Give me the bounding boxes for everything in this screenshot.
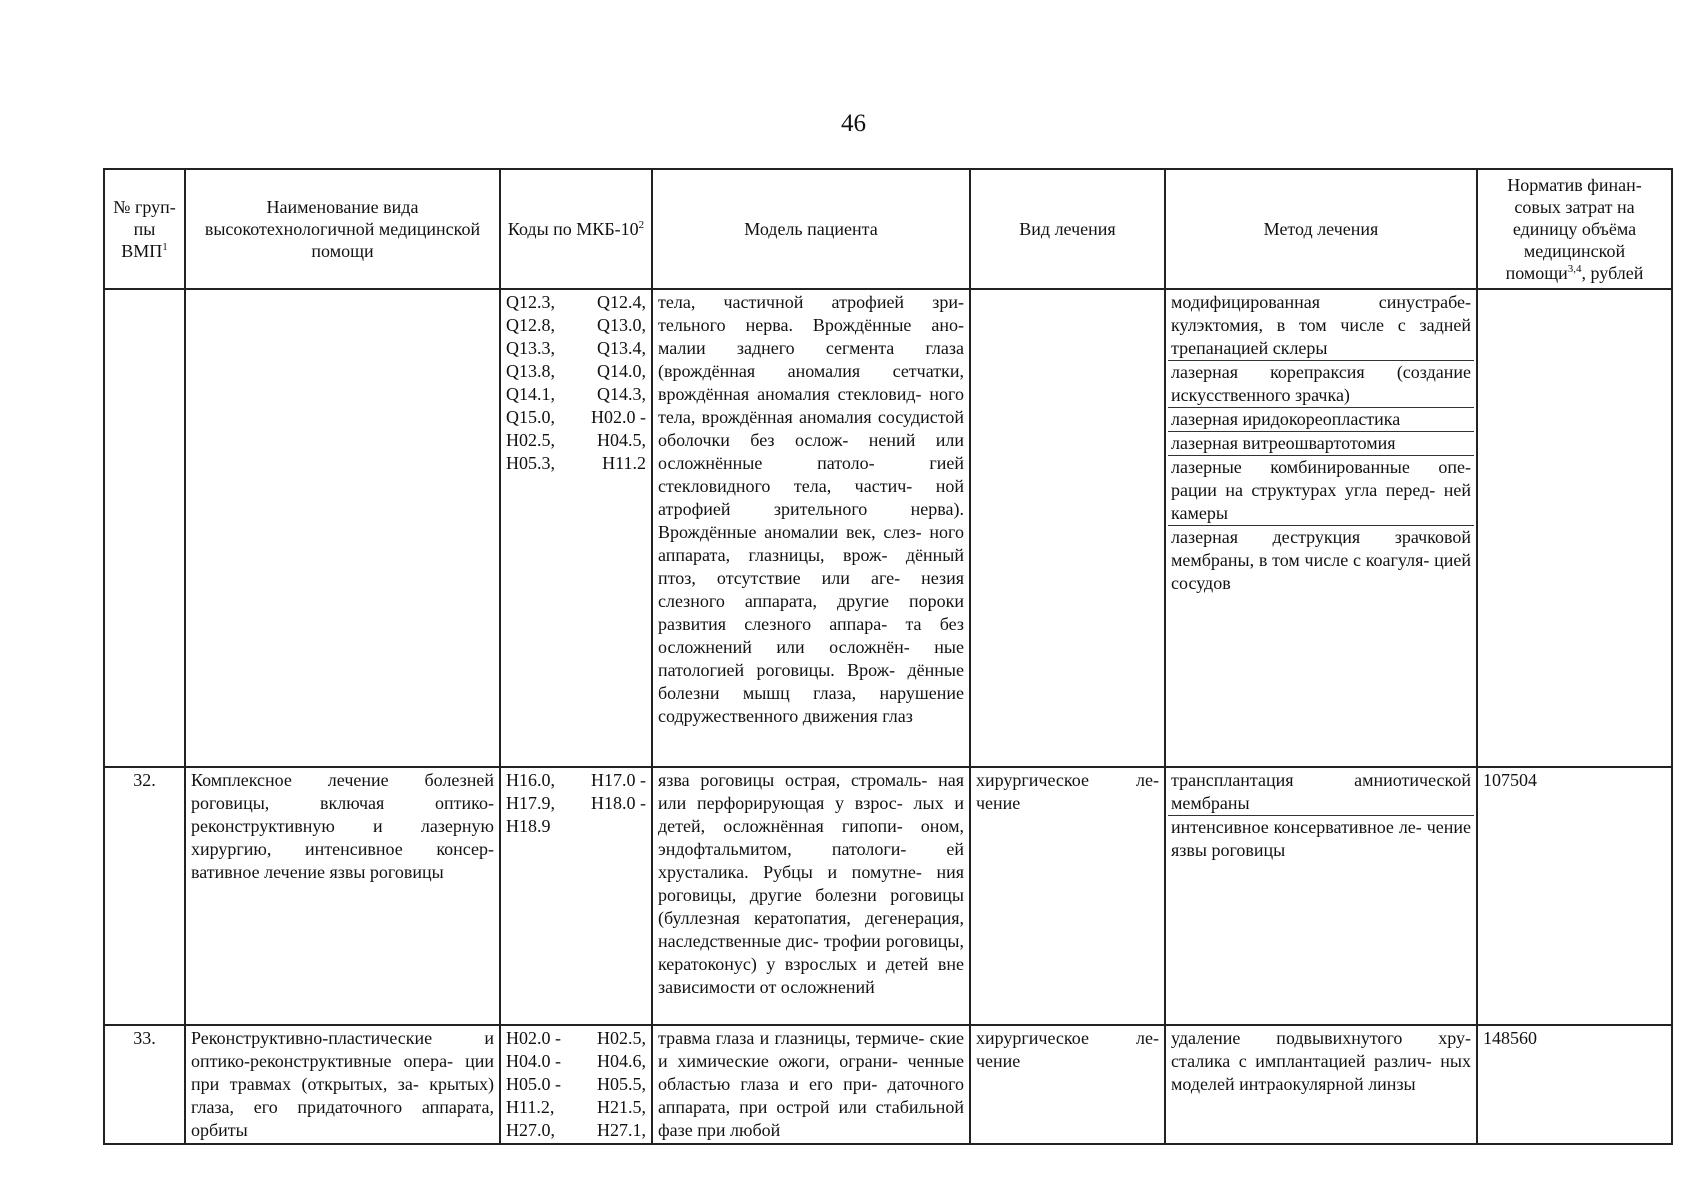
icd-code-line: H17.9, H18.0 - [506,793,646,813]
header-row [104,169,1672,289]
vmp-name [185,289,500,767]
treatment-methods [1165,1025,1477,1144]
table-row [104,289,1672,767]
vmp-name: Комплексное лечение болезней роговицы, включая оптико- реконструктивную и лазерную хирургию, интенсивное консер- вативное лечение язвы роговицы [185,767,500,1025]
icd-code-line: Q15.0, H02.0 - [506,407,646,427]
method-item: лазерная корепраксия (создание искусственного зрачка) [1168,361,1474,408]
treatment-methods [1165,767,1477,1025]
method-item: удаление подвывихнутого хру- сталика с имплантацией различ- ных моделей интраокулярной линзы [1171,1028,1471,1094]
method-item: лазерная иридокореопластика [1168,408,1474,432]
icd-code-line: H18.9 [506,816,551,836]
row-number [104,289,185,767]
method-item: модифицированная синустрабе- кулэктомия, в том числе с задней трепанацией склеры [1168,291,1474,361]
cost-norm [1477,289,1672,767]
icd-code-line: H11.2, H21.5, [506,1097,646,1117]
table-row [104,1025,1672,1144]
treatment-methods [1165,289,1477,767]
icd-code-line: Q12.3, Q12.4, [506,292,646,312]
header-vmp-name: Наименование вида высокотехнологичной медицинской помощи [185,169,500,289]
icd-code-line: H27.0, H27.1, [506,1120,646,1140]
method-item: лазерная деструкция зрачковой мембраны, в том числе с коагуля- цией сосудов [1171,527,1471,593]
table-row [104,767,1672,1025]
treatment-type [970,289,1165,767]
vmp-name: Реконструктивно-пластические и оптико-реконструктивные опера- ции при травмах (открытых, за- крытых) глаза, его придаточного аппарата, орбиты [185,1025,500,1144]
icd-codes [500,767,652,1025]
method-item: трансплантация амниотической мембраны [1168,769,1474,816]
icd-code-line: H04.0 - H04.6, [506,1051,646,1071]
row-number: 33. [104,1025,185,1144]
treatment-type: хирургическое ле- чение [970,1025,1165,1144]
header-cost-norm: Норматив финан- совых затрат на единицу объёма медицинской помощи$^{3,4}$, рублей [1477,169,1672,289]
icd-codes [500,1025,652,1144]
icd-code-line: H02.5, H04.5, [506,430,646,450]
cost-norm: 107504 [1477,767,1672,1025]
page-number: 46 [841,110,866,137]
icd-code-line: H16.0, H17.0 - [506,770,646,790]
vmp-table [103,168,1673,1145]
header-treatment-method: Метод лечения [1165,169,1477,289]
icd-codes [500,289,652,767]
patient-model: тела, частичной атрофией зри- тельного нерва. Врождённые ано- малии заднего сегмента глаза (врождённая аномалия сетчатки, врождённая аномалия стекловид- ного тела, врождённая аномалия сосудистой оболочки без ослож- нений или осложнённые патоло- гией стекловидного тела, частич- ной атрофией зрительного нерва). Врождённые аномалии век, слез- ного аппарата, глазницы, врож- дённый птоз, отсутствие или аге- незия слезного аппарата, другие пороки развития слезного аппара- та без осложнений или осложнён- ные патологией роговицы. Врож- дённые болезни мышц глаза, нарушение содружественного движения глаз [652,289,970,767]
row-number: 32. [104,767,185,1025]
treatment-type: хирургическое ле- чение [970,767,1165,1025]
patient-model: язва роговицы острая, стромаль- ная или перфорирующая у взрос- лых и детей, осложнённая гипопи- оном, эндофтальмитом, патологи- ей хрусталика. Рубцы и помутне- ния роговицы, другие болезни роговицы (буллезная кератопатия, дегенерация, наследственные дис- трофии роговицы, кератоконус) у взрослых и детей вне зависимости от осложнений [652,767,970,1025]
method-item: интенсивное консервативное ле- чение язвы роговицы [1171,817,1471,860]
icd-code-line: Q13.3, Q13.4, [506,338,646,358]
icd-code-line: H05.0 - H05.5, [506,1074,646,1094]
patient-model: травма глаза и глазницы, термиче- ские и химические ожоги, ограни- ченные областью глаза и его при- даточного аппарата, при острой или стабильной фазе при любой [652,1025,970,1144]
header-group-no: № груп- пы ВМП$^1$ [104,169,185,289]
icd-code-line: H02.0 - H02.5, [506,1028,646,1048]
method-item: лазерные комбинированные опе- рации на структурах угла перед- ней камеры [1168,456,1474,526]
icd-code-line: Q14.1, Q14.3, [506,384,646,404]
icd-code-line: Q12.8, Q13.0, [506,315,646,335]
cost-norm: 148560 [1477,1025,1672,1144]
header-treatment-type: Вид лечения [970,169,1165,289]
icd-code-line: Q13.8, Q14.0, [506,361,646,381]
method-item: лазерная витреошвартотомия [1168,432,1474,456]
header-icd-codes: Коды по МКБ-$10^2$ [500,169,652,289]
header-patient-model: Модель пациента [652,169,970,289]
icd-code-line: H05.3, H11.2 [506,453,646,473]
